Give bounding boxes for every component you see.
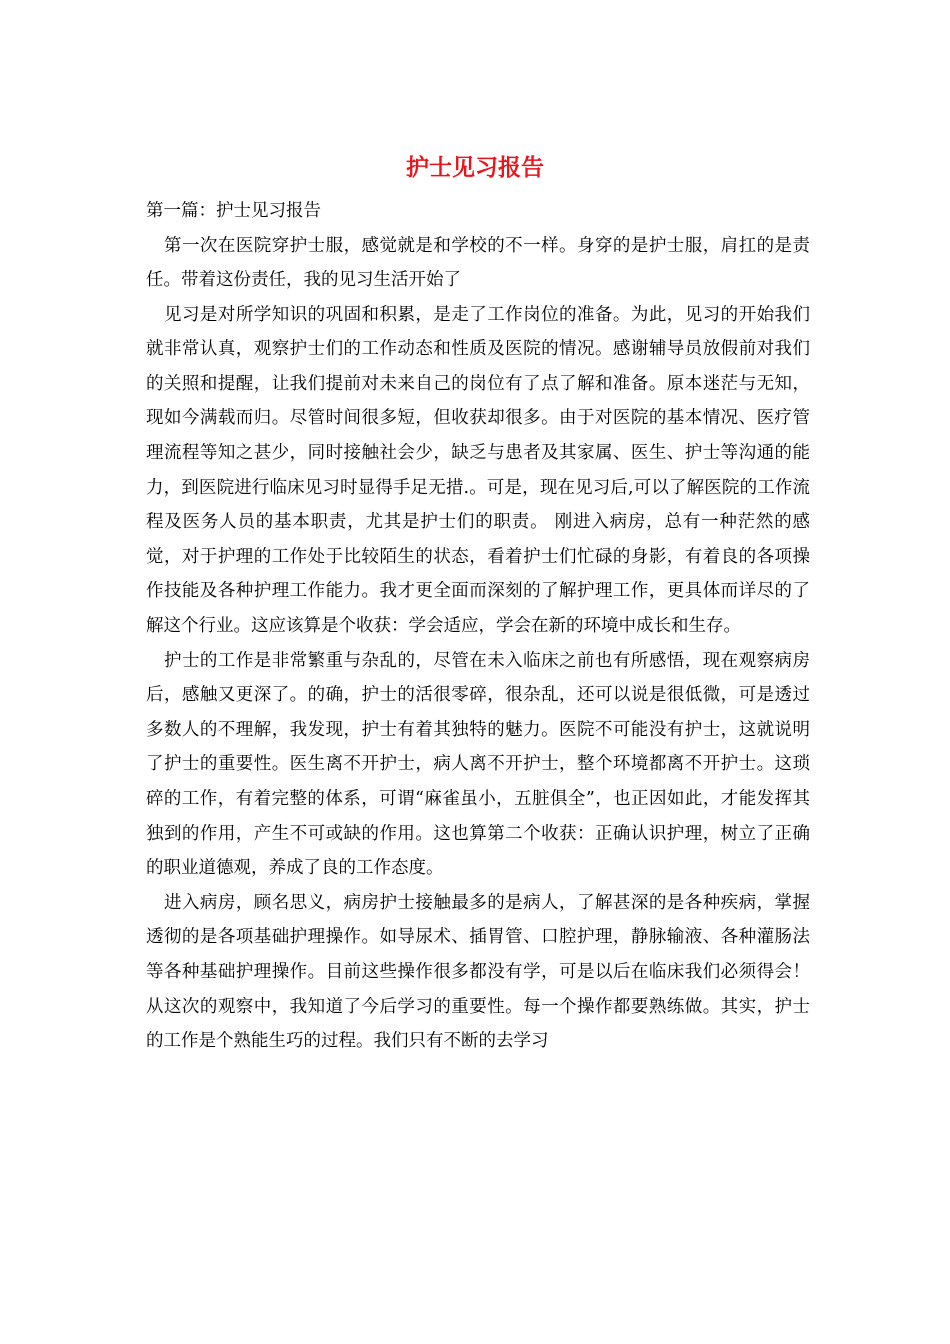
paragraph-4: 进入病房，顾名思义，病房护士接触最多的是病人，了解甚深的是各种疾病，掌握透彻的是各项基础护理操作。如导尿术、插胃管、口腔护理，静脉输液、各种灌肠法等各种基础护理操作。目前这些操作很多都没有学，可是以后在临床我们必须得会！从这次的观察中，我知道了今后学习的重要性。每一个操作都要熟练做。其实，护士的工作是个熟能生巧的过程。我们只有不断的去学习 <box>146 892 810 1052</box>
document-body <box>146 194 810 1059</box>
document-title: 护士见习报告 <box>406 154 544 181</box>
paragraph-1: 第一次在医院穿护士服，感觉就是和学校的不一样。身穿的是护士服，肩扛的是责任。带着这份责任，我的见习生活开始了 <box>146 235 810 291</box>
paragraph-3: 护士的工作是非常繁重与杂乱的，尽管在未入临床之前也有所感悟，现在观察病房后，感触又更深了。的确，护士的活很零碎，很杂乱，还可以说是很低微，可是透过多数人的不理解，我发现，护士有着其独特的魅力。医院不可能没有护士，这就说明了护士的重要性。医生离不开护士，病人离不开护士，整个环境都离不开护士。这琐碎的工作，有着完整的体系，可谓“麻雀虽小，五脏俱全”，也正因如此，才能发挥其独到的作用，产生不可或缺的作用。这也算第二个收获：正确认识护理，树立了正确的职业道德观，养成了良的工作态度。 <box>146 650 810 879</box>
section-heading: 第一篇：护士见习报告 <box>146 201 321 221</box>
paragraph-2: 见习是对所学知识的巩固和积累，是走了工作岗位的准备。为此，见习的开始我们就非常认真，观察护士们的工作动态和性质及医院的情况。感谢辅导员放假前对我们的关照和提醒，让我们提前对未来自己的岗位有了点了解和准备。原本迷茫与无知，现如今满载而归。尽管时间很多短，但收获却很多。由于对医院的基本情况、医疗管理流程等知之甚少，同时接触社会少，缺乏与患者及其家属、医生、护士等沟通的能力，到医院进行临床见习时显得手足无措.。可是，现在见习后,可以了解医院的工作流程及医务人员的基本职责，尤其是护士们的职责。 刚进入病房，总有一种茫然的感觉，对于护理的工作处于比较陌生的状态，看着护士们忙碌的身影，有着良的各项操作技能及各种护理工作能力。我才更全面而深刻的了解护理工作，更具体而详尽的了解这个行业。这应该算是个收获：学会适应，学会在新的环境中成长和生存。 <box>146 304 810 637</box>
